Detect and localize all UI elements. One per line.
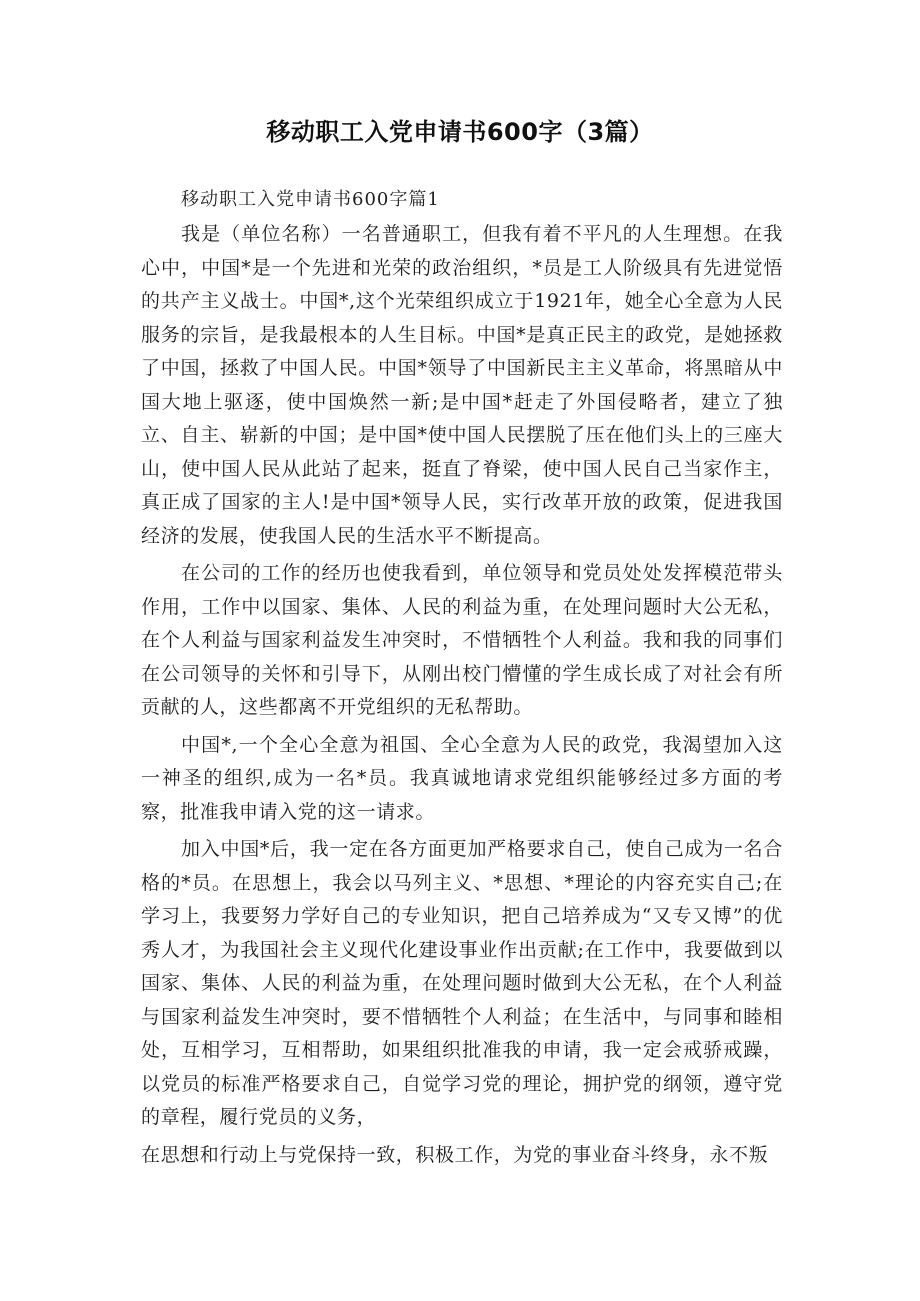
paragraph-2: 在公司的工作的经历也使我看到，单位领导和党员处处发挥模范带头作用，工作中以国家、集体、人民的利益为重，在处理问题时大公无私，在个人利益与国家利益发生冲突时，不惜牺牲个人利益。我和我的同事们在公司领导的关怀和引导下，从刚出校门懵懂的学生成长成了对社会有所贡献的人，这些都离不开党组织的无私帮助。 xyxy=(141,562,783,718)
paragraph-1: 我是（单位名称）一名普通职工，但我有着不平凡的人生理想。在我心中，中国*是一个先进和光荣的政治组织，*员是工人阶级具有先进觉悟的共产主义战士。中国*,这个光荣组织成立于1921年，她全心全意为人民服务的宗旨，是我最根本的人生目标。中国*是真正民主的政党，是她拯救了中国，拯救了中国人民。中国*领导了中国新民主主义革命，将黑暗从中国大地上驱逐，使中国焕然一新;是中国*赶走了外国侵略者，建立了独立、自主、崭新的中国；是中国*使中国人民摆脱了压在他们头上的三座大山，使中国人民从此站了起来，挺直了脊梁，使中国人民自己当家作主，真正成了国家的主人!是中国*领导人民，实行改革开放的政策，促进我国经济的发展，使我国人民的生活水平不断提高。 xyxy=(141,223,783,547)
paragraph-3: 中国*,一个全心全意为祖国、全心全意为人民的政党，我渴望加入这一神圣的组织,成为一名*员。我真诚地请求党组织能够经过多方面的考察，批准我申请入党的这一请求。 xyxy=(141,733,783,823)
paragraph-5: 在思想和行动上与党保持一致，积极工作，为党的事业奋斗终身，永不叛 xyxy=(141,1143,769,1166)
document-body xyxy=(141,185,783,1176)
paragraph-4: 加入中国*后，我一定在各方面更加严格要求自己，使自己成为一名合格的*员。在思想上，我会以马列主义、*思想、*理论的内容充实自己;在学习上，我要努力学好自己的专业知识，把自己培养成为“又专又博”的优秀人才，为我国社会主义现代化建设事业作出贡献;在工作中，我要做到以国家、集体、人民的利益为重，在处理问题时做到大公无私，在个人利益与国家利益发生冲突时，要不惜牺牲个人利益；在生活中，与同事和睦相处，互相学习，互相帮助，如果组织批准我的申请，我一定会戒骄戒躁，以党员的标准严格要求自己，自觉学习党的理论，拥护党的纲领，遵守党的章程，履行党员的义务， xyxy=(141,838,783,1128)
section-title: 移动职工入党申请书600字篇1 xyxy=(181,189,440,210)
document-title: 移动职工入党申请书600字（3篇） xyxy=(266,118,654,146)
